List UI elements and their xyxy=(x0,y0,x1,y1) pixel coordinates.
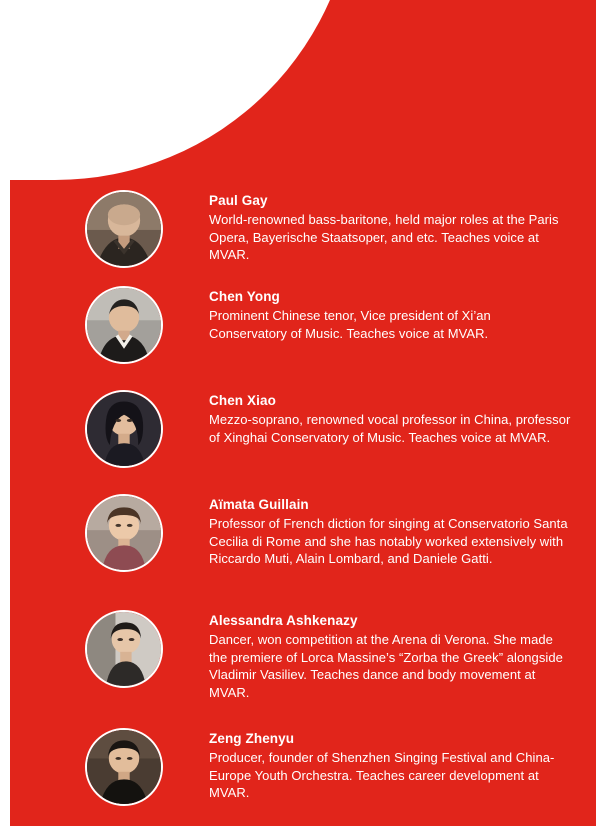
faculty-description: World-renowned bass-baritone, held major roles at the Paris Opera, Bayerische Staatsoper, and etc. Teaches voice at MVAR. xyxy=(209,212,559,262)
faculty-name: Zeng Zhenyu xyxy=(209,731,295,746)
faculty-bio xyxy=(209,728,571,802)
faculty-description: Producer, founder of Shenzhen Singing Festival and China-Europe Youth Orchestra. Teaches career development at MVAR. xyxy=(209,750,555,800)
faculty-description: Mezzo-soprano, renowned vocal professor in China, professor of Xinghai Conservatory of Music. Teaches voice at MVAR. xyxy=(209,412,571,445)
faculty-name: Alessandra Ashkenazy xyxy=(209,613,358,628)
faculty-bio xyxy=(209,190,571,264)
faculty-bio xyxy=(209,494,571,568)
faculty-description: Prominent Chinese tenor, Vice president of Xi’an Conservatory of Music. Teaches voice at MVAR. xyxy=(209,308,491,341)
faculty-entry xyxy=(85,610,571,701)
right-white-margin xyxy=(596,0,600,830)
faculty-bio xyxy=(209,286,571,342)
portrait-paul-gay-avatar xyxy=(85,190,163,268)
bottom-white-margin xyxy=(0,826,600,830)
faculty-entry xyxy=(85,728,571,806)
portrait-chen-xiao-avatar xyxy=(85,390,163,468)
portrait-zeng-zhenyu-avatar xyxy=(85,728,163,806)
portrait-alessandra-ashkenazy-avatar xyxy=(85,610,163,688)
faculty-name: Aïmata Guillain xyxy=(209,497,309,512)
faculty-bio xyxy=(209,610,571,701)
faculty-entry xyxy=(85,286,571,364)
portrait-aimata-guillain-avatar xyxy=(85,494,163,572)
faculty-description: Professor of French diction for singing at Conservatorio Santa Cecilia di Rome and she has notably worked extensively with Riccardo Muti, Alain Lombard, and Daniele Gatti. xyxy=(209,516,568,566)
faculty-name: Chen Xiao xyxy=(209,393,276,408)
faculty-entry xyxy=(85,390,571,468)
faculty-name: Paul Gay xyxy=(209,193,268,208)
faculty-bio xyxy=(209,390,571,446)
faculty-entry xyxy=(85,494,571,572)
faculty-entry xyxy=(85,190,571,268)
faculty-name: Chen Yong xyxy=(209,289,280,304)
portrait-chen-yong-avatar xyxy=(85,286,163,364)
faculty-description: Dancer, won competition at the Arena di Verona. She made the premiere of Lorca Massine’s “Zorba the Greek” alongside Vladimir Vasiliev. Teaches dance and body movement at MVAR. xyxy=(209,632,563,700)
